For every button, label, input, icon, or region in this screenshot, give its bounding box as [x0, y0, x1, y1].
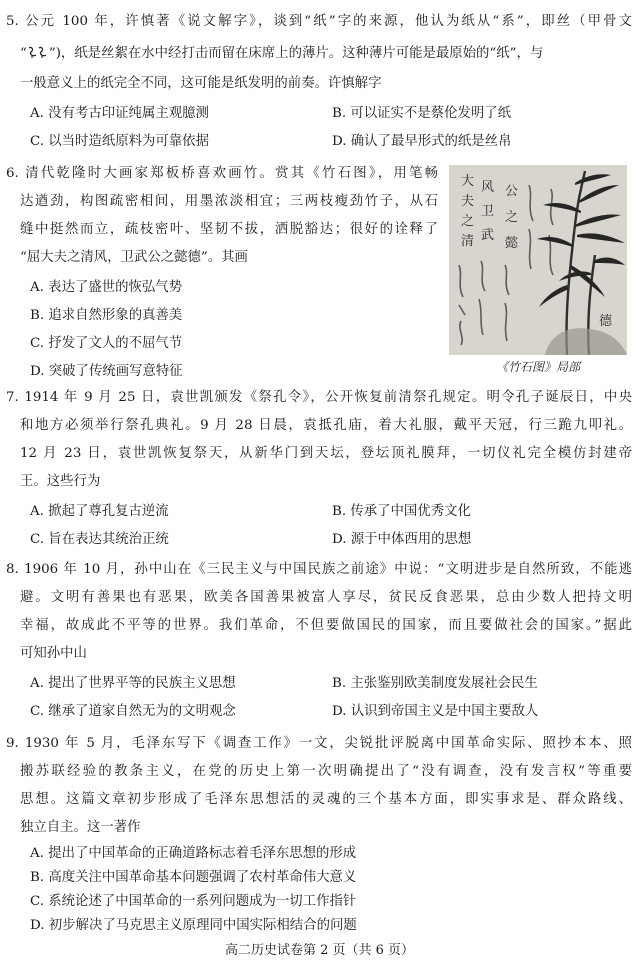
inscription-char-5: 风	[481, 180, 495, 195]
q5-option-a[interactable]: A. 没有考古印证纯属主观臆测	[30, 106, 209, 121]
painting-caption: 《竹石图》局部	[495, 360, 580, 374]
q7-option-c[interactable]: C. 旨在表达其统治正统	[30, 532, 169, 547]
inscription-char-10: 懿	[505, 236, 519, 251]
q9-stem-line-4: 独立自主。这一著作	[20, 820, 141, 835]
q8-stem-line-2: 避。文明有善果也有恶果，欧美各国善果被富人享尽，贫民反食恶果，总由少数人把持文明	[20, 590, 632, 605]
inscription-char-9: 之	[505, 210, 519, 225]
q8-stem-line-4: 可知孙中山	[20, 646, 87, 661]
q7-stem-line-1: 7. 1914 年 9 月 25 日，袁世凯颁发《祭孔令》，公开恢复前清祭孔规定。明令孔子诞辰日，中央	[6, 390, 632, 405]
q7-option-a[interactable]: A. 掀起了尊孔复古逆流	[30, 504, 169, 519]
q9-option-a[interactable]: A. 提出了中国革命的正确道路标志着毛泽东思想的形成	[30, 846, 357, 861]
q6-stem-line-4: “屈大夫之清风，卫武公之懿德”。其画	[20, 250, 248, 265]
inscription-char-6: 卫	[481, 204, 495, 219]
q7-stem-line-3: 12 月 23 日，袁世凯恢复祭天，从新华门到天坛，登坛顶礼膜拜，一切仪礼完全模仿封建帝	[20, 446, 632, 461]
q8-option-d[interactable]: D. 认识到帝国主义是中国主要敌人	[332, 704, 539, 719]
q6-option-d[interactable]: D. 突破了传统画写意特征	[30, 364, 183, 379]
inscription-char-11: 德	[599, 314, 613, 329]
q7-stem-line-2: 和地方必须举行祭孔典礼。9 月 28 日晨，袁抵孔庙，着大礼服，戴平天冠，行三跪九叩礼。	[20, 418, 632, 433]
q8-stem-line-3: 幸福，故成此不平等的世界。我们革命，不但要做国民的国家，而且要做社会的国家。”据此	[20, 618, 632, 633]
q8-option-a[interactable]: A. 提出了世界平等的民族主义思想	[30, 676, 236, 691]
inscription-char-4: 清	[461, 234, 475, 249]
inscription-char-7: 武	[481, 228, 495, 243]
inscription-char-2: 夫	[461, 194, 475, 209]
q9-option-c[interactable]: C. 系统论述了中国革命的一系列问题成为一切工作指针	[30, 894, 357, 909]
inscription-char-1: 大	[461, 174, 475, 189]
q9-stem-line-2: 搬苏联经验的教条主义，在党的历史上第一次明确提出了“没有调查，没有发言权”等重要	[20, 764, 632, 779]
q9-stem-line-3: 思想。这篇文章初步形成了毛泽东思想活的灵魂的三个基本方面，即实事求是、群众路线、	[20, 792, 632, 807]
q5-option-c[interactable]: C. 以当时造纸原料为可靠依据	[30, 134, 209, 149]
q6-option-b[interactable]: B. 追求自然形象的真善美	[30, 308, 183, 323]
oracle-bone-silk-glyph-icon	[27, 45, 49, 59]
q6-option-c[interactable]: C. 抒发了文人的不屈气节	[30, 336, 183, 351]
q7-option-b[interactable]: B. 传承了中国优秀文化	[332, 504, 471, 519]
q6-stem-line-2: 达遒劲，构图疏密相间，用墨浓淡相宜；三两枝瘦劲竹子，从石	[20, 194, 438, 209]
q9-option-d[interactable]: D. 初步解决了马克思主义原理同中国实际相结合的问题	[30, 918, 357, 933]
inscription-char-3: 之	[461, 214, 475, 229]
q5-option-b[interactable]: B. 可以证实不是蔡伦发明了纸	[332, 106, 512, 121]
q6-option-a[interactable]: A. 表达了盛世的恢弘气势	[30, 280, 183, 295]
q9-stem-line-1: 9. 1930 年 5 月，毛泽东写下《调查工作》一文，尖锐批评脱离中国革命实际、照抄本本、照	[6, 736, 632, 751]
q5-stem-line-2-text: ”)，纸是丝絮在水中经打击而留在床席上的薄片。这种薄片可能是最原始的“纸”，与	[48, 46, 544, 61]
q8-option-b[interactable]: B. 主张鉴别欧美制度发展社会民生	[332, 676, 538, 691]
bamboo-stone-painting	[449, 165, 627, 355]
q7-stem-line-4: 王。这些行为	[20, 474, 101, 489]
q6-stem-line-1: 6. 清代乾隆时大画家郑板桥喜欢画竹。赏其《竹石图》，用笔畅	[6, 166, 438, 181]
q5-option-d[interactable]: D. 确认了最早形式的纸是丝帛	[332, 134, 512, 149]
q8-option-c[interactable]: C. 继承了道家自然无为的文明观念	[30, 704, 236, 719]
page-footer: 高二历史试卷第 2 页（共 6 页）	[224, 943, 415, 958]
q7-option-d[interactable]: D. 源于中体西用的思想	[332, 532, 472, 547]
q5-stem-line-3: 一般意义上的纸完全不同，这可能是纸发明的前奏。许慎解字	[20, 76, 382, 91]
q8-stem-line-1: 8. 1906 年 10 月，孙中山在《三民主义与中国民族之前途》中说：“文明进步是自然所致，不能逃	[6, 562, 632, 577]
q5-stem-line-2	[20, 44, 632, 64]
q5-open-quote: “	[20, 46, 27, 61]
q5-stem-line-1: 5. 公元 100 年，许慎著《说文解字》，谈到“纸”字的来源，他认为纸从“系”，即丝（甲骨文	[6, 14, 632, 29]
inscription-char-8: 公	[505, 184, 519, 199]
q9-option-b[interactable]: B. 高度关注中国革命基本问题强调了农村革命伟大意义	[30, 870, 357, 885]
q6-stem-line-3: 缝中挺然而立，疏枝密叶、坚韧不拔，洒脱豁达；很好的诠释了	[20, 222, 438, 237]
